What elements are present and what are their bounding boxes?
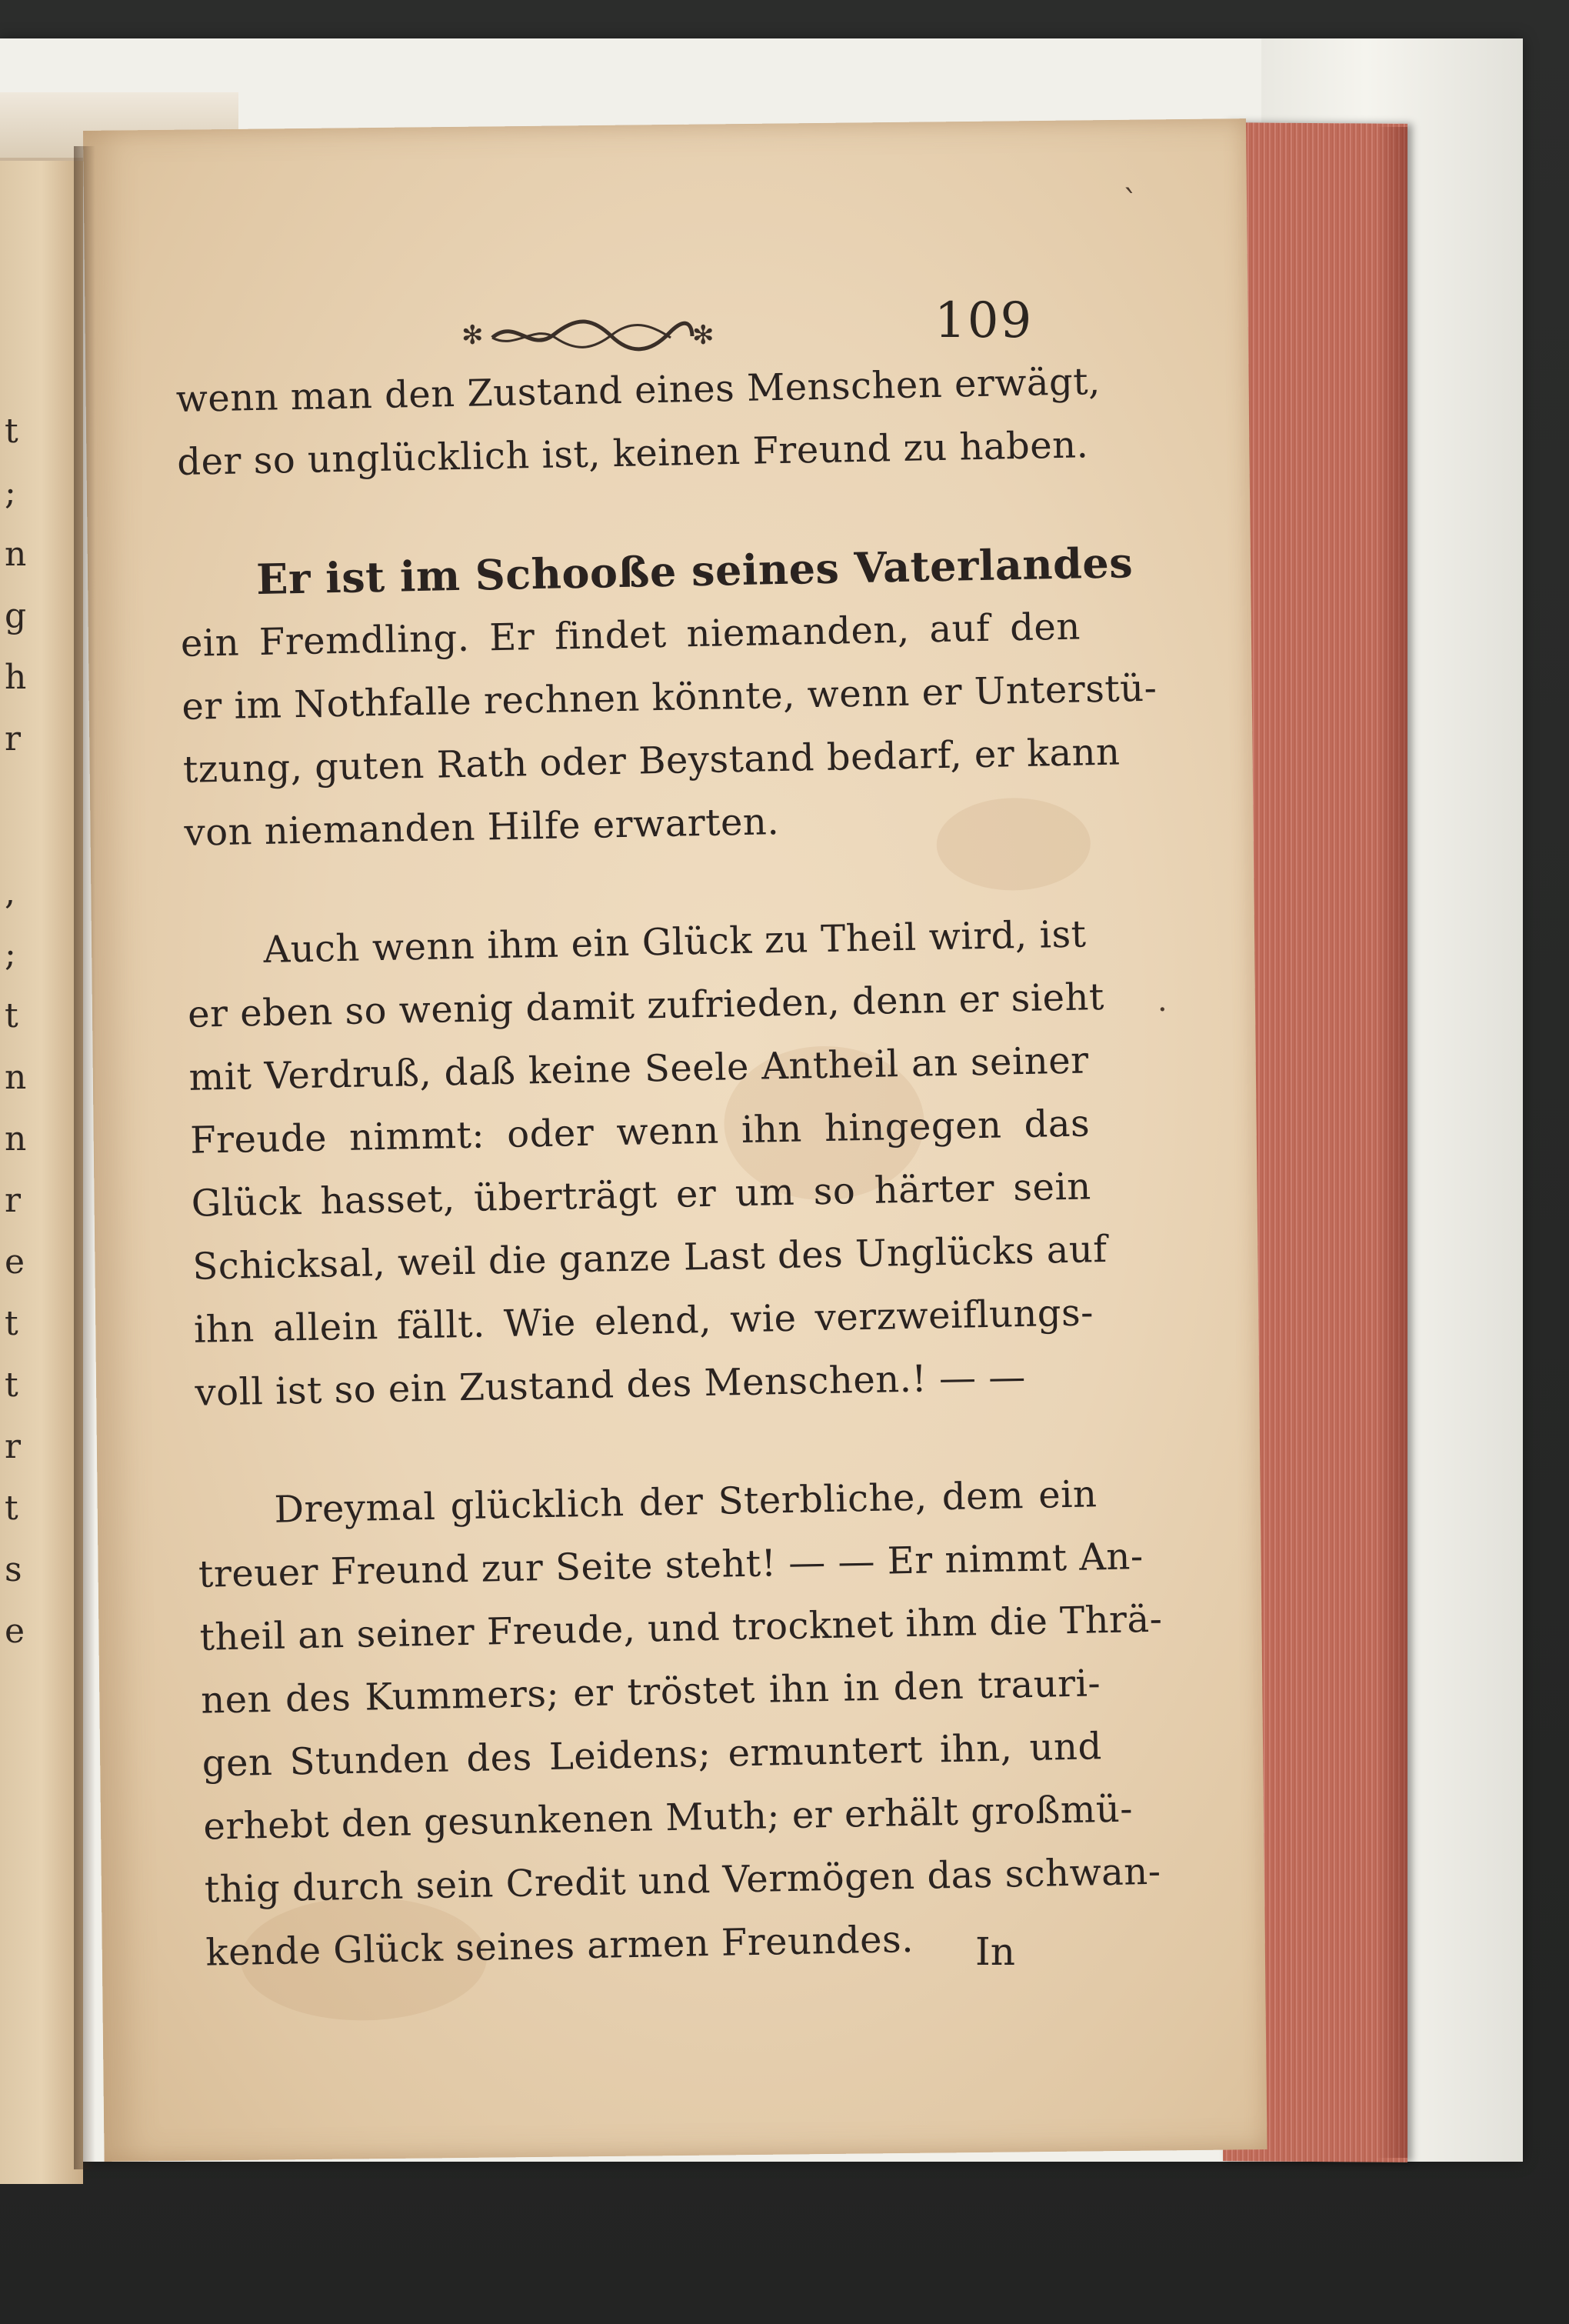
svg-text:✻: ✻ bbox=[692, 320, 715, 351]
page-number: 109 bbox=[934, 292, 1034, 349]
left-page-fragment: e bbox=[5, 1242, 25, 1282]
page-edges-shade bbox=[1377, 127, 1407, 2158]
text-line: ihn allein fällt. Wie elend, wie verzweiflungs- bbox=[193, 1291, 1094, 1352]
header-ornament-icon bbox=[461, 312, 715, 358]
text-line: er im Nothfalle rechnen könnte, wenn er Unterstü- bbox=[181, 666, 1158, 729]
text-line: Er ist im Schooße seines Vaterlandes bbox=[255, 538, 1134, 605]
svg-text:✻: ✻ bbox=[461, 320, 484, 351]
text-line: gen Stunden des Leidens; ermuntert ihn, und bbox=[202, 1725, 1103, 1786]
text-line: voll ist so ein Zustand des Menschen.! — — bbox=[195, 1355, 1027, 1415]
paragraph-3 bbox=[186, 902, 1108, 1424]
left-page-fragment: r bbox=[5, 1181, 22, 1220]
text-line: Auch wenn ihm ein Glück zu Theil wird, ist bbox=[263, 912, 1087, 972]
left-page-fragment: ; bbox=[5, 935, 16, 974]
left-page-fragment: t bbox=[5, 1304, 18, 1343]
text-line: Freude nimmt: oder wenn ihn hingegen das bbox=[189, 1102, 1091, 1162]
catchword: In bbox=[975, 1929, 1015, 1974]
left-page-fragment: n bbox=[5, 1058, 27, 1097]
gutter-shadow bbox=[74, 146, 95, 2169]
text-line: treuer Freund zur Seite steht! — — Er nimmt An- bbox=[198, 1535, 1144, 1596]
left-page-fragment: t bbox=[5, 1365, 18, 1405]
text-line: Dreymal glücklich der Sterbliche, dem ein bbox=[273, 1472, 1098, 1532]
left-page-fragment: g bbox=[5, 596, 27, 635]
paper-mark: ˋ bbox=[1123, 185, 1138, 220]
left-page-fragment: n bbox=[5, 535, 27, 574]
text-line: ein Fremdling. Er findet niemanden, auf den bbox=[180, 605, 1081, 665]
left-page-fragment: ; bbox=[5, 473, 16, 512]
left-page-fragment: t bbox=[5, 412, 18, 451]
text-line: er eben so wenig damit zufrieden, denn er sieht bbox=[187, 975, 1105, 1036]
left-page-fragment: n bbox=[5, 1119, 27, 1159]
text-line: der so unglücklich ist, keinen Freund zu haben. bbox=[176, 423, 1089, 484]
left-page-fragment: t bbox=[5, 996, 18, 1035]
left-page-fragment: , bbox=[5, 873, 15, 912]
paper-mark: · bbox=[1158, 992, 1168, 1028]
left-page-fragment: t bbox=[5, 1489, 18, 1528]
text-line: wenn man den Zustand eines Menschen erwägt, bbox=[175, 359, 1101, 421]
paragraph-4 bbox=[197, 1462, 1163, 1984]
paragraph-1 bbox=[175, 351, 1101, 494]
text-line: theil an seiner Freude, und trocknet ihm die Thrä- bbox=[199, 1597, 1163, 1659]
text-line: Schicksal, weil die ganze Last des Unglücks auf bbox=[192, 1227, 1108, 1289]
text-line: mit Verdruß, daß keine Seele Antheil an seiner bbox=[188, 1039, 1090, 1099]
left-page-fragment: h bbox=[5, 658, 27, 697]
left-page-fragment: r bbox=[5, 1427, 22, 1466]
text-line: tzung, guten Rath oder Beystand bedarf, er kann bbox=[182, 730, 1121, 792]
text-line: Glück hasset, überträgt er um so härter sein bbox=[191, 1165, 1092, 1225]
text-line: thig durch sein Credit und Vermögen das schwan- bbox=[204, 1849, 1161, 1912]
left-page-fragment: r bbox=[5, 719, 22, 759]
text-line: kende Glück seines armen Freundes. bbox=[205, 1917, 914, 1975]
text-line: nen des Kummers; er tröstet ihn in den trauri- bbox=[200, 1662, 1101, 1722]
paragraph-2 bbox=[179, 532, 1158, 864]
left-page-fragment: e bbox=[5, 1612, 25, 1651]
text-line: von niemanden Hilfe erwarten. bbox=[184, 800, 780, 855]
left-page-fragment: s bbox=[5, 1550, 22, 1589]
page-text-body bbox=[175, 351, 1163, 2040]
left-page bbox=[0, 158, 83, 2184]
text-line: erhebt den gesunkenen Muth; er erhält großmü- bbox=[202, 1787, 1134, 1849]
